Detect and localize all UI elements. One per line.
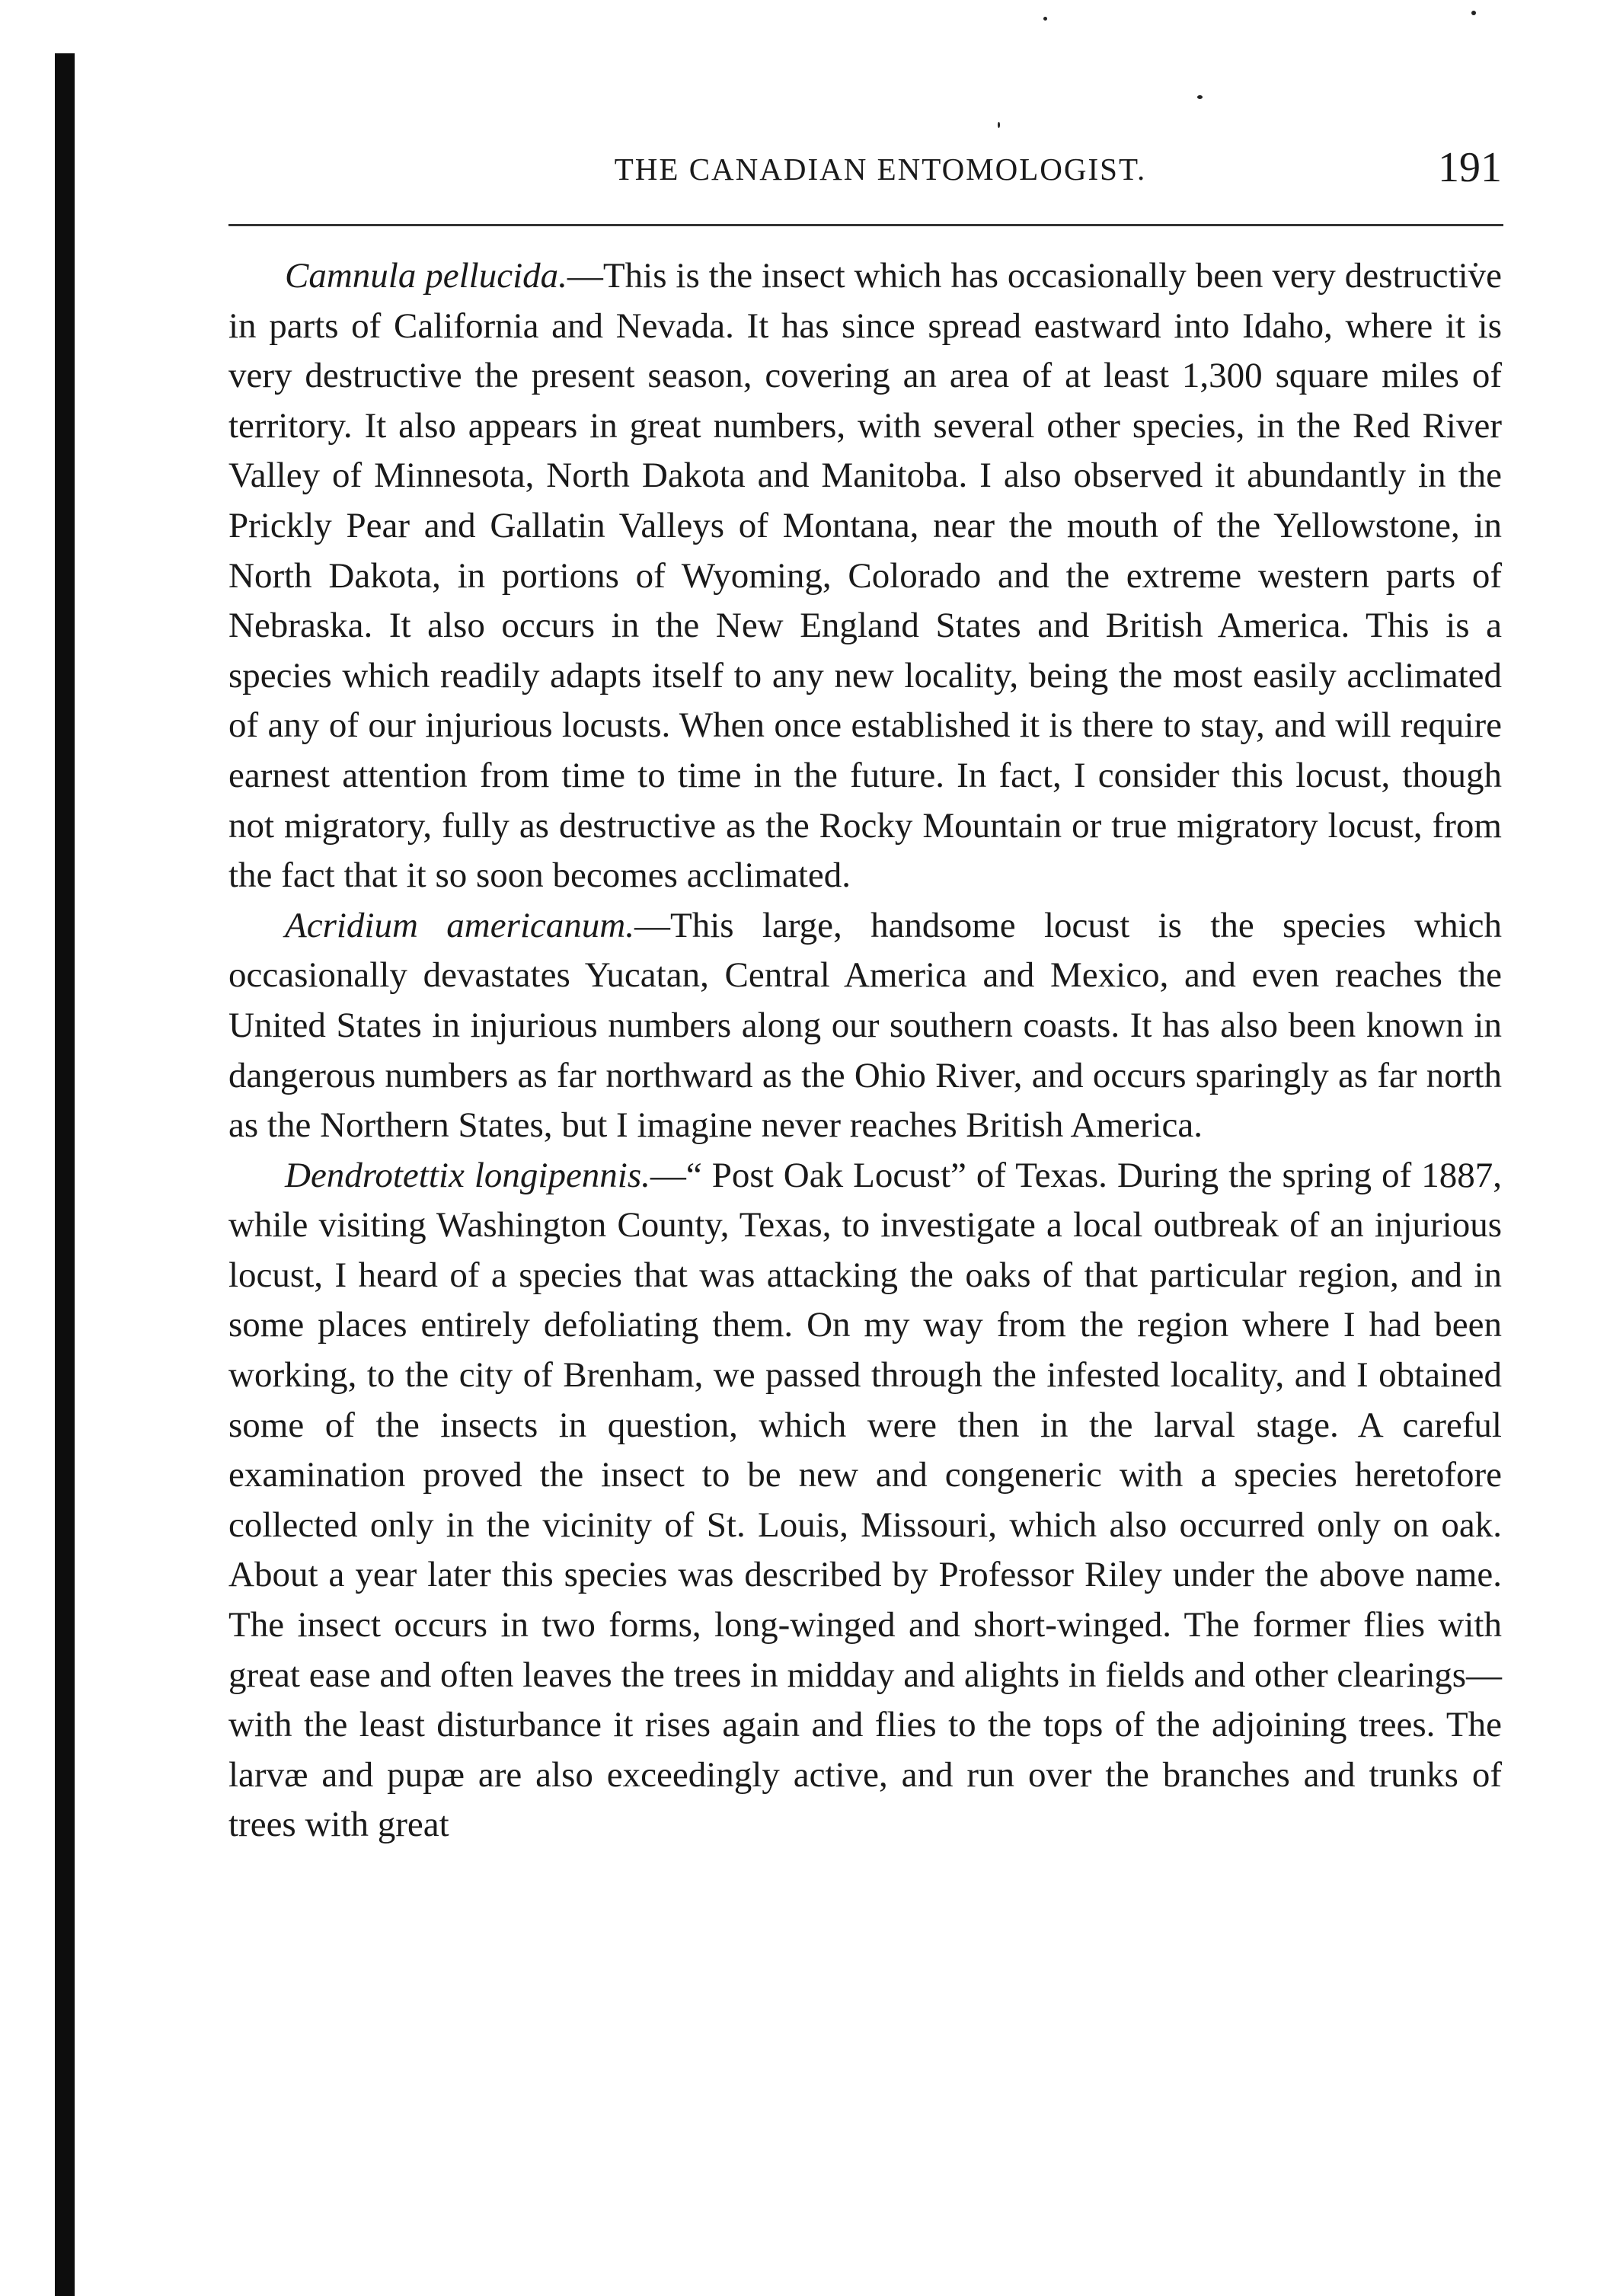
header-rule: [228, 224, 1503, 226]
species-name: Dendrotettix longipennis.: [285, 1155, 650, 1195]
paragraph-dendrotettix: [228, 1151, 1502, 1850]
paragraph-text: —This large, handsome locust is the species which occasionally devastates Yucatan, Central America and Mexico, and even reaches the United States in injurious numbers along our southern coasts. It has also been known in dangerous numbers as far northward as the Ohio River, and occurs sparingly as far north as the Northern States, but I imagine never reaches British America.: [228, 905, 1503, 1146]
paragraph-camnula: [228, 251, 1502, 901]
ink-speck: [998, 122, 1000, 128]
page-number: 191: [1438, 144, 1502, 191]
species-name: Acridium americanum.: [285, 905, 634, 945]
ink-speck: [1471, 11, 1476, 15]
paragraph-text: —This is the insect which has occasionally been very destructive in parts of California and Nevada. It has since spread eastward into Idaho, where it is very destructive the present season, covering an area of at least 1,300 square miles of territory. It also appears in great numbers, with several other species, in the Red River Valley of Minnesota, North Dakota and Manitoba. I also observed it abundantly in the Prickly Pear and Gallatin Valleys of Montana, near the mouth of the Yellowstone, in North Dakota, in portions of Wyoming, Colorado and the extreme western parts of Nebraska. It also occurs in the New England States and British America. This is a species which readily adapts itself to any new locality, being the most easily acclimated of any of our injurious locusts. When once established it is there to stay, and will require earnest attention from time to time in the future. In fact, I consider this locust, though not migratory, fully as destructive as the Rocky Mountain or true migratory locust, from the fact that it so soon becomes acclimated.: [228, 256, 1502, 896]
journal-title: THE CANADIAN ENTOMOLOGIST.: [614, 152, 1147, 187]
running-head: [228, 143, 1502, 197]
paragraph-acridium: [228, 901, 1502, 1151]
ink-speck: [1197, 95, 1203, 99]
body-text: [228, 251, 1502, 1850]
ink-speck: [1043, 17, 1047, 21]
species-name: Camnula pellucida.: [285, 256, 567, 296]
paragraph-text: —“ Post Oak Locust” of Texas. During the spring of 1887, while visiting Washington County, Texas, to investigate a local outbreak of an injurious locust, I heard of a species that was attacking the oaks of that particular region, and in some places entirely defoliating them. On my way from the region where I had been working, to the city of Brenham, we passed through the infested locality, and I obtained some of the insects in question, which were then in the larval stage. A careful examination proved the insect to be new and congeneric with a species heretofore collected only in the vicinity of St. Louis, Missouri, which also occurred only on oak. About a year later this species was described by Professor Riley under the above name. The insect occurs in two forms, long-winged and short-winged. The former flies with great ease and often leaves the trees in midday and alights in fields and other clearings—with the least disturbance it rises again and flies to the tops of the adjoining trees. The larvæ and pupæ are also exceedingly active, and run over the branches and trunks of trees with great: [228, 1155, 1502, 1845]
binding-edge-shadow: [55, 53, 75, 2296]
